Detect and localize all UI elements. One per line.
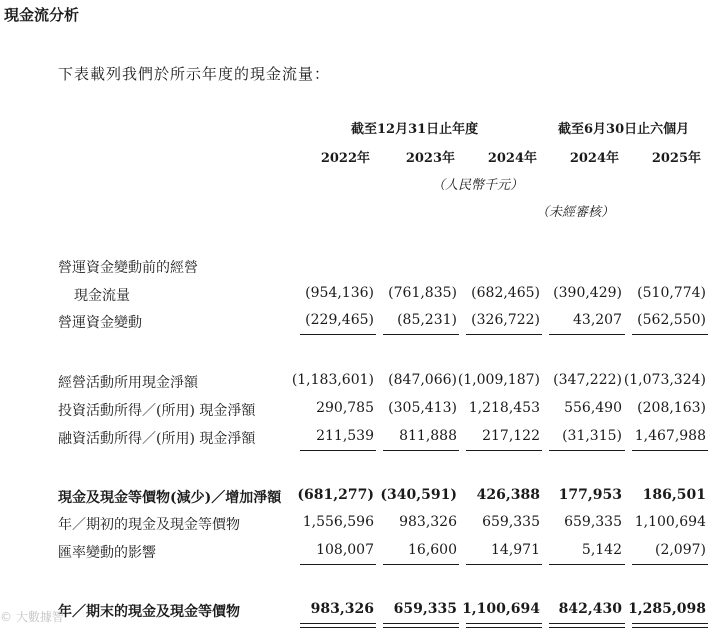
- row-label-net-financing: 融資活動所得／(所用) 現金淨額: [58, 431, 256, 447]
- total-double-rule: [549, 623, 625, 628]
- subtotal-rule: [383, 450, 459, 451]
- cell-opening-cash-2022: 1,556,596: [302, 514, 374, 530]
- total-double-rule: [300, 623, 376, 628]
- cell-net-investing-2024h: 556,490: [564, 400, 622, 416]
- cell-net-financing-2024: 217,122: [482, 428, 540, 444]
- cell-operating-cf-2025h: (510,774): [637, 285, 706, 301]
- cell-net-operating-2025h: (1,073,324): [623, 372, 706, 388]
- cell-fx-effect-2022: 108,007: [316, 542, 374, 558]
- row-label-net-change: 現金及現金等價物(減少)／增加淨額: [58, 490, 282, 506]
- cell-net-operating-2023: (847,066): [388, 372, 457, 388]
- year-header-2023: 2023年: [405, 151, 455, 166]
- cell-fx-effect-2023: 16,600: [408, 542, 457, 558]
- subtotal-rule: [549, 450, 625, 451]
- watermark: © 大數據智: [0, 610, 64, 624]
- cell-operating-cf-2024h: (390,429): [553, 285, 622, 301]
- cell-fx-effect-2024h: 5,142: [581, 542, 622, 558]
- total-double-rule: [466, 623, 542, 628]
- currency-note: （人民幣千元）: [432, 178, 524, 193]
- header-group-annual: 截至12月31日止年度: [351, 122, 479, 137]
- subtotal-rule: [300, 334, 376, 335]
- intro-text: 下表載列我們於所示年度的現金流量：: [58, 65, 331, 83]
- header-group-half-year: 截至6月30日止六個月: [558, 122, 690, 137]
- section-title: 現金流分析: [4, 6, 80, 24]
- cell-net-change-2023: (340,591): [380, 487, 457, 503]
- row-label-working-capital: 營運資金變動: [58, 315, 142, 331]
- cell-working-capital-2022: (229,465): [305, 312, 374, 328]
- cell-opening-cash-2023: 983,326: [399, 514, 457, 530]
- subtotal-rule: [632, 450, 708, 451]
- total-double-rule: [632, 623, 708, 628]
- cell-fx-effect-2025h: (2,097): [654, 542, 706, 558]
- cell-net-operating-2024h: (347,222): [553, 372, 622, 388]
- subtotal-rule: [383, 334, 459, 335]
- row-label-net-operating: 經營活動所用現金淨額: [58, 375, 198, 391]
- cell-opening-cash-2025h: 1,100,694: [634, 514, 706, 530]
- cell-net-operating-2022: (1,183,601): [291, 372, 374, 388]
- cell-closing-cash-2024: 1,100,694: [462, 601, 540, 617]
- cell-closing-cash-2025h: 1,285,098: [628, 601, 706, 617]
- cell-closing-cash-2022: 983,326: [310, 601, 374, 617]
- row-label-closing-cash: 年／期末的現金及現金等價物: [58, 604, 240, 620]
- cell-closing-cash-2024h: 842,430: [558, 601, 622, 617]
- year-header-2024: 2024年: [487, 151, 537, 166]
- cell-net-financing-2025h: 1,467,988: [634, 428, 706, 444]
- total-double-rule: [383, 623, 459, 628]
- cell-net-change-2025h: 186,501: [642, 487, 706, 503]
- year-header-2024-half: 2024年: [569, 151, 619, 166]
- cell-net-investing-2022: 290,785: [316, 400, 374, 416]
- cell-net-investing-2023: (305,413): [388, 400, 457, 416]
- subtotal-rule: [632, 334, 708, 335]
- cell-fx-effect-2024: 14,971: [491, 542, 540, 558]
- cell-working-capital-2023: (85,231): [397, 312, 457, 328]
- cell-working-capital-2024: (326,722): [471, 312, 540, 328]
- cell-opening-cash-2024h: 659,335: [564, 514, 622, 530]
- cell-net-financing-2024h: (31,315): [562, 428, 622, 444]
- row-label-net-investing: 投資活動所得／(所用) 現金淨額: [58, 403, 256, 419]
- cell-operating-cf-2024: (682,465): [471, 285, 540, 301]
- cell-net-operating-2024: (1,009,187): [457, 372, 540, 388]
- cell-net-investing-2025h: (208,163): [637, 400, 706, 416]
- cell-closing-cash-2023: 659,335: [393, 601, 457, 617]
- subtotal-rule: [632, 564, 708, 565]
- subtotal-rule: [549, 564, 625, 565]
- subtotal-rule: [549, 334, 625, 335]
- row-label-pre-wc-cf: 營運資金變動前的經營: [58, 260, 198, 276]
- cell-net-change-2022: (681,277): [297, 487, 374, 503]
- cell-operating-cf-2023: (761,835): [388, 285, 457, 301]
- cell-opening-cash-2024: 659,335: [482, 514, 540, 530]
- row-label-fx-effect: 匯率變動的影響: [58, 545, 156, 561]
- subtotal-rule: [300, 450, 376, 451]
- subtotal-rule: [466, 334, 542, 335]
- cell-net-financing-2023: 811,888: [399, 428, 457, 444]
- subtotal-rule: [466, 564, 542, 565]
- row-label-operating-cf: 現金流量: [74, 288, 130, 304]
- unaudited-note: （未經審核）: [536, 205, 615, 220]
- cell-net-financing-2022: 211,539: [316, 428, 374, 444]
- subtotal-rule: [300, 564, 376, 565]
- subtotal-rule: [383, 564, 459, 565]
- year-header-2025-half: 2025年: [651, 151, 701, 166]
- cell-net-investing-2024: 1,218,453: [468, 400, 540, 416]
- year-header-2022: 2022年: [320, 151, 370, 166]
- row-label-opening-cash: 年／期初的現金及現金等價物: [58, 517, 240, 533]
- cell-net-change-2024h: 177,953: [558, 487, 622, 503]
- cell-working-capital-2024h: 43,207: [573, 312, 622, 328]
- subtotal-rule: [466, 450, 542, 451]
- cell-working-capital-2025h: (562,550): [637, 312, 706, 328]
- cell-net-change-2024: 426,388: [476, 487, 540, 503]
- cell-operating-cf-2022: (954,136): [305, 285, 374, 301]
